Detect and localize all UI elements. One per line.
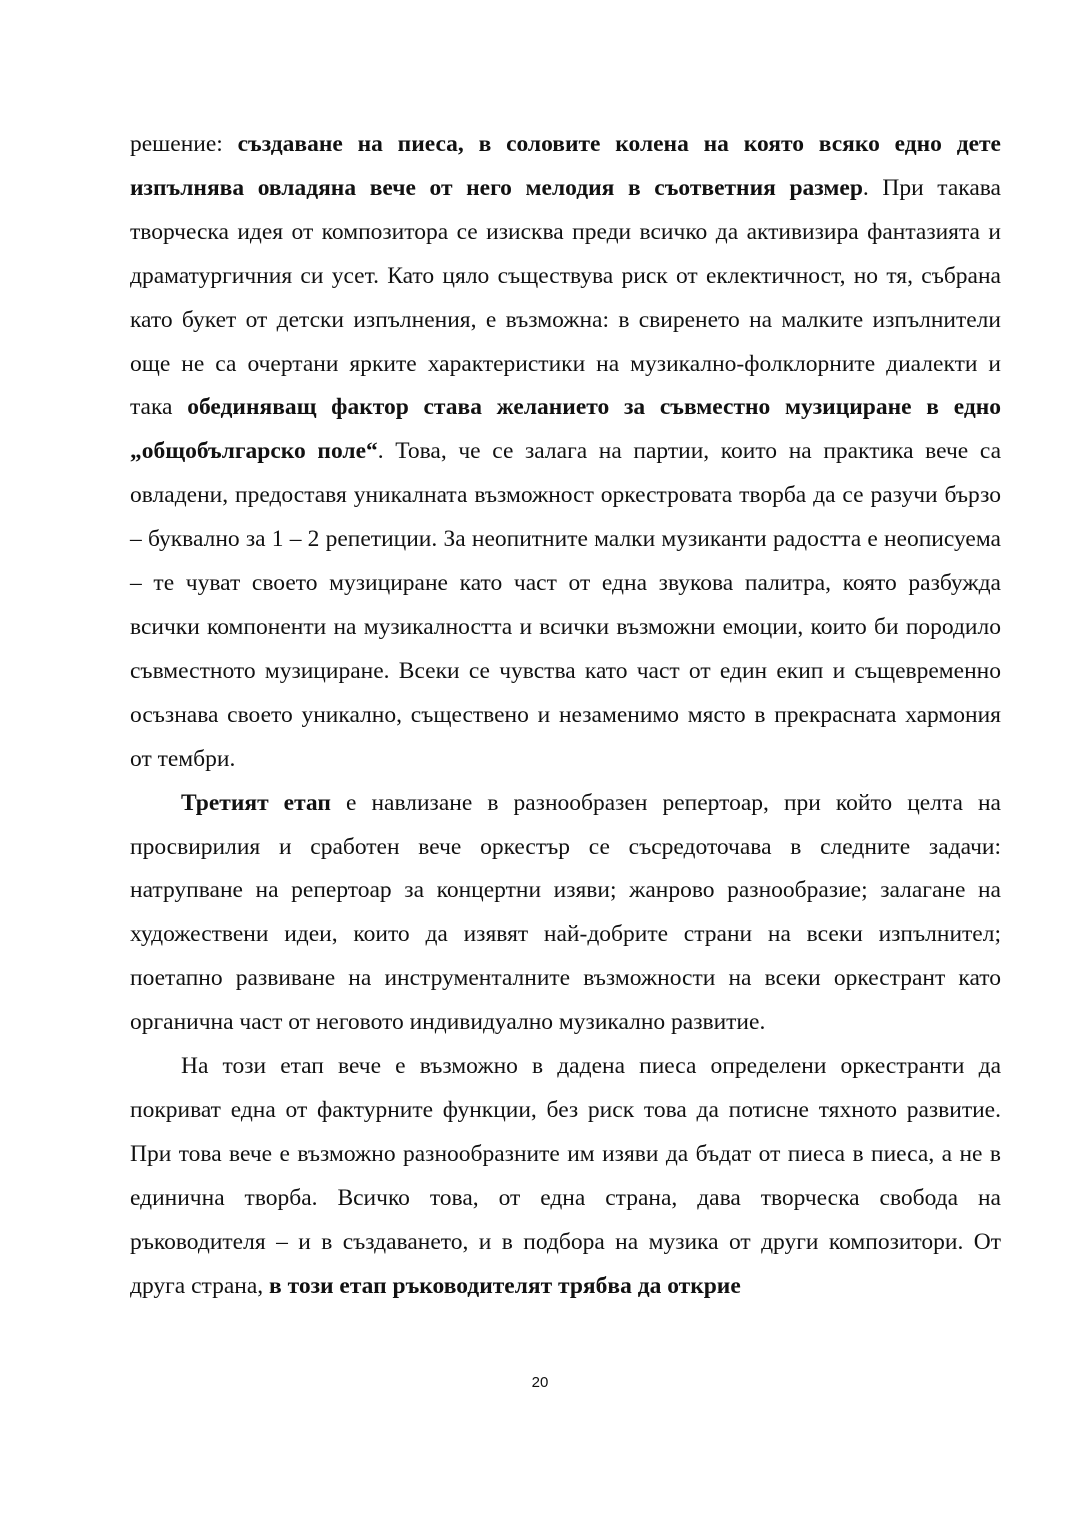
body-text [130, 123, 1001, 1308]
paragraph-1-bold-1: създаване на пиеса, в соловите колена на която всяко едно дете изпълнява овладяна вече от него мелодия в съответния размер [130, 131, 1001, 201]
paragraph-1-text-3: . Това, че се залага на партии, които на практика вече са овладени, предоставя уникалната възможност оркестровата творба да се разучи бързо – буквално за 1 – 2 репетиции. За неопитните малки музиканти радостта е неописуема – те чуват своето музициране като част от една звукова палитра, която разбужда всички компоненти на музикалността и всички възможни емоции, които би породило съвместното музициране. Всеки се чувства като част от един екип и същевременно осъзнава своето уникално, съществено и незаменимо място в прекрасната хармония от тембри. [130, 438, 1001, 772]
paragraph-3 [130, 1045, 1001, 1308]
paragraph-2-text-1: е навлизане в разнообразен репертоар, при който целта на просвирилия и сработен вече оркестър се съсредоточава в следните задачи: натрупване на репертоар за концертни изяви; жанрово разнообразие; залагане на художествени идеи, които да изявят най-добрите страни на всеки изпълнител; поетапно развиване на инструменталните възможности на всеки оркестрант като органична част от неговото индивидуално музикално развитие. [130, 789, 1001, 1036]
paragraph-3-bold-1: в този етап ръководителят трябва да открие [269, 1272, 741, 1299]
page-number: 20 [531, 1374, 549, 1391]
paragraph-2-bold-1: Третият етап [181, 789, 331, 816]
paragraph-1-text-2: . При такава творческа идея от композитора се изисква преди всичко да активизира фантазията и драматургичния си усет. Като цяло съществува риск от еклектичност, но тя, събрана като букет от детски изпълнения, е възможна: в свиренето на малките изпълнители още не са очертани ярките характеристики на музикално-фолклорните диалекти и така [130, 174, 1001, 421]
paragraph-1-bold-2: обединяващ фактор става желанието за съвместно музициране в едно „общобългарско поле“ [130, 394, 1002, 465]
paragraph-1-text-1: решение: [130, 131, 238, 157]
paragraph-3-text-1: На този етап вече е възможно в дадена пиеса определени оркестранти да покриват една от фактурните функции, без риск това да потисне тяхното развитие. При това вече е възможно разнообразните им изяви да бъдат от пиеса в пиеса, а не в единична творба. Всичко това, от една страна, дава творческа свобода на ръководителя – и в създаването, и в подбора на музика от други композитори. От друга страна, [130, 1053, 1001, 1299]
paragraph-1 [130, 123, 1001, 782]
paragraph-2 [130, 782, 1001, 1045]
